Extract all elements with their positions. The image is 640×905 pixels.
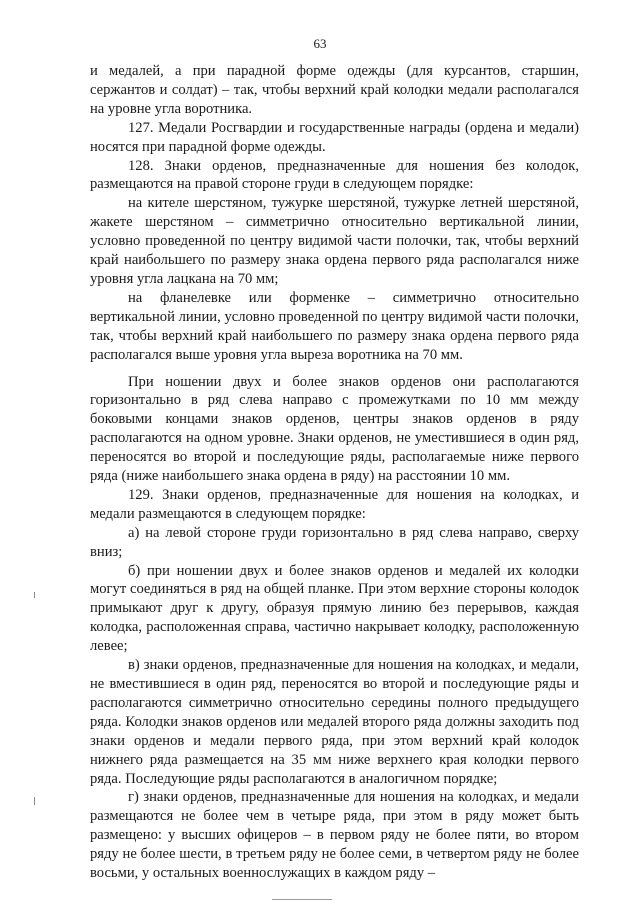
paragraph-128-rows: При ношении двух и более знаков орденов они располагаются горизонтально в ряд слева направо с промежутками по 10 мм между боковыми концами знаков орденов, центры знаков орденов в ряду располагаются на одном уровне. Знаки орденов, не уместившиеся в один ряд, переносятся во второй и последующие ряды, располагаемые ниже первого ряда (ниже наибольшего знака ордена в ряду) на расстоянии 10 мм.: [90, 373, 579, 485]
paragraph-129-g: г) знаки орденов, предназначенные для ношения на колодках, и медали размещаются не более чем в четыре ряда, при этом в ряду может быть размещено: у высших офицеров – в первом ряду не более пяти, во втором ряду не более шести, в третьем ряду не более семи, в четвертом ряду не более восьми, у остальных военнослужащих в каждом ряду –: [90, 789, 579, 882]
paragraph-128-jacket: на кителе шерстяном, тужурке шерстяной, тужурке летней шерстяной, жакете шерстяном – симметрично относительно вертикальной линии, условно проведенной по центру видимой части полочки, так, чтобы верхний край наибольшего по размеру знака ордена первого ряда располагался ниже уровня угла лацкана на 70 мм;: [90, 195, 579, 287]
paragraph-129-a: а) на левой стороне груди горизонтально в ряд слева направо, сверху вниз;: [90, 524, 579, 560]
scan-margin-mark: [34, 592, 35, 598]
document-body: [90, 62, 579, 883]
page-number: 63: [313, 36, 327, 51]
paragraph-129: 129. Знаки орденов, предназначенные для ношения на колодках, и медали размещаются в следующем порядке:: [90, 486, 579, 522]
paragraph-continuation: и медалей, а при парадной форме одежды (для курсантов, старшин, сержантов и солдат) – так, чтобы верхний край колодки медали располагался на уровне угла воротника.: [90, 63, 579, 117]
paragraph-129-v: в) знаки орденов, предназначенные для ношения на колодках, и медали, не вместившиеся в один ряд, переносятся во второй и последующие ряды и располагаются симметрично относительно середины полного предыдущего ряда. Колодки знаков орденов или медалей второго ряда должны заходить под знаки орденов и медали первого ряда, при этом верхний край колодок нижнего ряда размещается на 35 мм ниже верхнего края колодки первого ряда. Последующие ряды располагаются в аналогичном порядке;: [90, 657, 579, 787]
scan-margin-mark: [34, 797, 35, 805]
scan-bottom-mark: [272, 899, 332, 900]
paragraph-128: 128. Знаки орденов, предназначенные для ношения без колодок, размещаются на правой стороне груди в следующем порядке:: [90, 157, 579, 193]
paragraph-129-b: б) при ношении двух и более знаков орденов и медалей их колодки могут соединяться в ряд на общей планке. При этом верхние стороны колодок примыкают друг к другу, образуя прямую линию без перерывов, каждая колодка, расположенная справа, частично накрывает колодку, расположенную левее;: [90, 562, 579, 655]
paragraph-127: 127. Медали Росгвардии и государственные награды (ордена и медали) носятся при парадной форме одежды.: [90, 119, 579, 155]
paragraph-128-flannel: на фланелевке или форменке – симметрично относительно вертикальной линии, условно проведенной по центру видимой части полочки, так, чтобы верхний край наибольшего по размеру знака ордена первого ряда располагался выше уровня угла выреза воротника на 70 мм.: [90, 289, 579, 363]
